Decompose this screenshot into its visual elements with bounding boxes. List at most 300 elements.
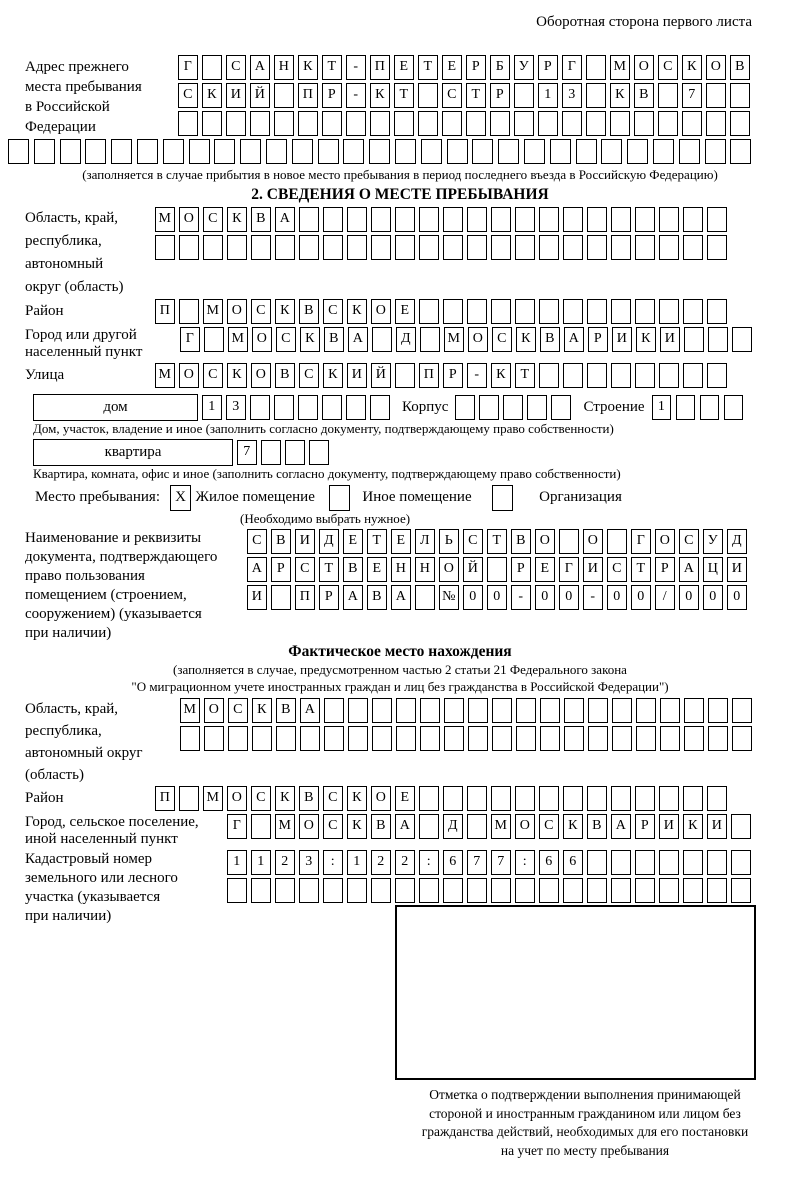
grid-cell[interactable]: [227, 878, 247, 903]
grid-cell[interactable]: [540, 698, 560, 723]
grid-cell[interactable]: [467, 814, 487, 839]
grid-cell[interactable]: [395, 139, 416, 164]
grid-cell[interactable]: М: [155, 363, 175, 388]
grid-cell[interactable]: [299, 235, 319, 260]
grid-cell[interactable]: К: [347, 786, 367, 811]
grid-cell[interactable]: [636, 698, 656, 723]
grid-cell[interactable]: П: [155, 299, 175, 324]
grid-cell[interactable]: [539, 878, 559, 903]
grid-cell[interactable]: [627, 139, 648, 164]
grid-cell[interactable]: С: [463, 529, 483, 554]
grid-cell[interactable]: К: [370, 83, 390, 108]
grid-cell[interactable]: Б: [490, 55, 510, 80]
grid-cell[interactable]: С: [299, 363, 319, 388]
grid-cell[interactable]: [611, 786, 631, 811]
grid-cell[interactable]: [466, 111, 486, 136]
grid-cell[interactable]: [443, 786, 463, 811]
grid-cell[interactable]: [539, 207, 559, 232]
grid-cell[interactable]: [274, 111, 294, 136]
grid-cell[interactable]: [659, 878, 679, 903]
grid-cell[interactable]: [514, 83, 534, 108]
grid-cell[interactable]: С: [251, 299, 271, 324]
grid-cell[interactable]: [683, 850, 703, 875]
grid-cell[interactable]: [442, 111, 462, 136]
grid-cell[interactable]: А: [564, 327, 584, 352]
organization-checkbox[interactable]: [492, 485, 513, 511]
grid-cell[interactable]: [347, 207, 367, 232]
grid-cell[interactable]: [346, 395, 366, 420]
grid-cell[interactable]: К: [300, 327, 320, 352]
grid-cell[interactable]: И: [727, 557, 747, 582]
grid-cell[interactable]: Л: [415, 529, 435, 554]
grid-cell[interactable]: 2: [371, 850, 391, 875]
grid-cell[interactable]: [562, 111, 582, 136]
grid-cell[interactable]: [274, 83, 294, 108]
grid-cell[interactable]: 0: [487, 585, 507, 610]
grid-cell[interactable]: 3: [562, 83, 582, 108]
grid-cell[interactable]: Р: [322, 83, 342, 108]
grid-cell[interactable]: [586, 111, 606, 136]
grid-cell[interactable]: [707, 235, 727, 260]
grid-cell[interactable]: С: [492, 327, 512, 352]
grid-cell[interactable]: К: [347, 814, 367, 839]
grid-cell[interactable]: [179, 235, 199, 260]
grid-cell[interactable]: [515, 207, 535, 232]
grid-cell[interactable]: [659, 363, 679, 388]
grid-cell[interactable]: К: [491, 363, 511, 388]
grid-cell[interactable]: 0: [463, 585, 483, 610]
grid-cell[interactable]: [419, 207, 439, 232]
grid-cell[interactable]: Т: [631, 557, 651, 582]
grid-cell[interactable]: [346, 111, 366, 136]
grid-cell[interactable]: [612, 726, 632, 751]
grid-cell[interactable]: О: [251, 363, 271, 388]
grid-cell[interactable]: М: [228, 327, 248, 352]
grid-cell[interactable]: [514, 111, 534, 136]
grid-cell[interactable]: [261, 440, 281, 465]
grid-cell[interactable]: [540, 726, 560, 751]
grid-cell[interactable]: Г: [631, 529, 651, 554]
grid-cell[interactable]: Е: [395, 299, 415, 324]
grid-cell[interactable]: [563, 878, 583, 903]
grid-cell[interactable]: О: [299, 814, 319, 839]
grid-cell[interactable]: О: [468, 327, 488, 352]
grid-cell[interactable]: [372, 698, 392, 723]
grid-cell[interactable]: [419, 878, 439, 903]
grid-cell[interactable]: О: [371, 299, 391, 324]
grid-cell[interactable]: [420, 726, 440, 751]
grid-cell[interactable]: Н: [391, 557, 411, 582]
grid-cell[interactable]: Д: [443, 814, 463, 839]
grid-cell[interactable]: [732, 726, 752, 751]
grid-cell[interactable]: [395, 235, 415, 260]
grid-cell[interactable]: [539, 786, 559, 811]
grid-cell[interactable]: О: [204, 698, 224, 723]
grid-cell[interactable]: [684, 327, 704, 352]
grid-cell[interactable]: В: [251, 207, 271, 232]
grid-cell[interactable]: [137, 139, 158, 164]
grid-cell[interactable]: [491, 207, 511, 232]
grid-cell[interactable]: [420, 698, 440, 723]
grid-cell[interactable]: [587, 786, 607, 811]
grid-cell[interactable]: [636, 726, 656, 751]
grid-cell[interactable]: А: [250, 55, 270, 80]
grid-cell[interactable]: В: [276, 698, 296, 723]
grid-cell[interactable]: [203, 235, 223, 260]
grid-cell[interactable]: [394, 111, 414, 136]
grid-cell[interactable]: -: [583, 585, 603, 610]
grid-cell[interactable]: [299, 207, 319, 232]
grid-cell[interactable]: [371, 235, 391, 260]
grid-cell[interactable]: [370, 111, 390, 136]
grid-cell[interactable]: [324, 726, 344, 751]
grid-cell[interactable]: О: [515, 814, 535, 839]
grid-cell[interactable]: 3: [299, 850, 319, 875]
grid-cell[interactable]: [515, 235, 535, 260]
grid-cell[interactable]: О: [227, 299, 247, 324]
grid-cell[interactable]: [467, 878, 487, 903]
grid-cell[interactable]: [178, 111, 198, 136]
grid-cell[interactable]: [298, 395, 318, 420]
grid-cell[interactable]: С: [251, 786, 271, 811]
grid-cell[interactable]: [300, 726, 320, 751]
grid-cell[interactable]: 2: [275, 850, 295, 875]
grid-cell[interactable]: [447, 139, 468, 164]
grid-cell[interactable]: [479, 395, 499, 420]
grid-cell[interactable]: В: [271, 529, 291, 554]
grid-cell[interactable]: [659, 207, 679, 232]
grid-cell[interactable]: [731, 878, 751, 903]
grid-cell[interactable]: Е: [442, 55, 462, 80]
grid-cell[interactable]: [707, 786, 727, 811]
grid-cell[interactable]: К: [275, 786, 295, 811]
grid-cell[interactable]: [683, 235, 703, 260]
grid-cell[interactable]: [588, 726, 608, 751]
grid-cell[interactable]: [370, 395, 390, 420]
grid-cell[interactable]: [524, 139, 545, 164]
grid-cell[interactable]: 0: [607, 585, 627, 610]
grid-cell[interactable]: [607, 529, 627, 554]
grid-cell[interactable]: [550, 139, 571, 164]
grid-cell[interactable]: [731, 814, 751, 839]
grid-cell[interactable]: [635, 299, 655, 324]
grid-cell[interactable]: [372, 327, 392, 352]
grid-cell[interactable]: [371, 207, 391, 232]
grid-cell[interactable]: П: [298, 83, 318, 108]
grid-cell[interactable]: С: [276, 327, 296, 352]
grid-cell[interactable]: С: [539, 814, 559, 839]
grid-cell[interactable]: Ц: [703, 557, 723, 582]
grid-cell[interactable]: [444, 726, 464, 751]
grid-cell[interactable]: 7: [682, 83, 702, 108]
grid-cell[interactable]: С: [442, 83, 462, 108]
grid-cell[interactable]: Р: [443, 363, 463, 388]
grid-cell[interactable]: Е: [343, 529, 363, 554]
grid-cell[interactable]: [419, 786, 439, 811]
grid-cell[interactable]: Р: [511, 557, 531, 582]
grid-cell[interactable]: Г: [178, 55, 198, 80]
grid-cell[interactable]: [467, 207, 487, 232]
grid-cell[interactable]: Т: [487, 529, 507, 554]
grid-cell[interactable]: Т: [466, 83, 486, 108]
grid-cell[interactable]: В: [634, 83, 654, 108]
grid-cell[interactable]: С: [295, 557, 315, 582]
grid-cell[interactable]: П: [370, 55, 390, 80]
grid-cell[interactable]: [527, 395, 547, 420]
grid-cell[interactable]: К: [323, 363, 343, 388]
grid-cell[interactable]: [683, 363, 703, 388]
grid-cell[interactable]: С: [226, 55, 246, 80]
grid-cell[interactable]: И: [295, 529, 315, 554]
grid-cell[interactable]: М: [275, 814, 295, 839]
grid-cell[interactable]: П: [155, 786, 175, 811]
grid-cell[interactable]: О: [634, 55, 654, 80]
grid-cell[interactable]: [682, 111, 702, 136]
grid-cell[interactable]: [659, 235, 679, 260]
grid-cell[interactable]: К: [298, 55, 318, 80]
grid-cell[interactable]: [563, 299, 583, 324]
grid-cell[interactable]: [611, 207, 631, 232]
grid-cell[interactable]: [250, 111, 270, 136]
grid-cell[interactable]: О: [583, 529, 603, 554]
grid-cell[interactable]: -: [467, 363, 487, 388]
grid-cell[interactable]: [730, 139, 751, 164]
grid-cell[interactable]: П: [419, 363, 439, 388]
grid-cell[interactable]: [371, 878, 391, 903]
grid-cell[interactable]: О: [179, 363, 199, 388]
grid-cell[interactable]: [611, 363, 631, 388]
grid-cell[interactable]: [683, 786, 703, 811]
grid-cell[interactable]: [587, 878, 607, 903]
grid-cell[interactable]: [730, 111, 750, 136]
grid-cell[interactable]: 1: [538, 83, 558, 108]
grid-cell[interactable]: -: [346, 55, 366, 80]
grid-cell[interactable]: [515, 878, 535, 903]
grid-cell[interactable]: [275, 878, 295, 903]
grid-cell[interactable]: [601, 139, 622, 164]
residential-checkbox[interactable]: X: [170, 485, 191, 511]
grid-cell[interactable]: У: [703, 529, 723, 554]
grid-cell[interactable]: [503, 395, 523, 420]
grid-cell[interactable]: С: [203, 363, 223, 388]
grid-cell[interactable]: Е: [391, 529, 411, 554]
grid-cell[interactable]: И: [583, 557, 603, 582]
grid-cell[interactable]: [658, 83, 678, 108]
grid-cell[interactable]: [396, 726, 416, 751]
grid-cell[interactable]: Д: [396, 327, 416, 352]
grid-cell[interactable]: [418, 111, 438, 136]
grid-cell[interactable]: А: [343, 585, 363, 610]
grid-cell[interactable]: [659, 786, 679, 811]
grid-cell[interactable]: [395, 363, 415, 388]
grid-cell[interactable]: К: [275, 299, 295, 324]
grid-cell[interactable]: [516, 698, 536, 723]
grid-cell[interactable]: [467, 786, 487, 811]
grid-cell[interactable]: В: [324, 327, 344, 352]
grid-cell[interactable]: 6: [563, 850, 583, 875]
grid-cell[interactable]: [240, 139, 261, 164]
grid-cell[interactable]: [299, 878, 319, 903]
grid-cell[interactable]: 0: [631, 585, 651, 610]
grid-cell[interactable]: [323, 878, 343, 903]
grid-cell[interactable]: А: [679, 557, 699, 582]
grid-cell[interactable]: 2: [395, 850, 415, 875]
grid-cell[interactable]: [587, 363, 607, 388]
grid-cell[interactable]: [676, 395, 696, 420]
grid-cell[interactable]: [163, 139, 184, 164]
grid-cell[interactable]: 0: [727, 585, 747, 610]
grid-cell[interactable]: [516, 726, 536, 751]
grid-cell[interactable]: [309, 440, 329, 465]
grid-cell[interactable]: [443, 207, 463, 232]
grid-cell[interactable]: :: [515, 850, 535, 875]
grid-cell[interactable]: [396, 698, 416, 723]
grid-cell[interactable]: [323, 207, 343, 232]
grid-cell[interactable]: [372, 726, 392, 751]
grid-cell[interactable]: /: [655, 585, 675, 610]
grid-cell[interactable]: [418, 83, 438, 108]
grid-cell[interactable]: А: [275, 207, 295, 232]
grid-cell[interactable]: [660, 726, 680, 751]
grid-cell[interactable]: [419, 814, 439, 839]
grid-cell[interactable]: [610, 111, 630, 136]
grid-cell[interactable]: [564, 726, 584, 751]
grid-cell[interactable]: К: [516, 327, 536, 352]
grid-cell[interactable]: [343, 139, 364, 164]
grid-cell[interactable]: С: [178, 83, 198, 108]
grid-cell[interactable]: Т: [367, 529, 387, 554]
grid-cell[interactable]: В: [511, 529, 531, 554]
grid-cell[interactable]: [576, 139, 597, 164]
grid-cell[interactable]: :: [323, 850, 343, 875]
grid-cell[interactable]: [228, 726, 248, 751]
grid-cell[interactable]: [611, 878, 631, 903]
grid-cell[interactable]: [515, 299, 535, 324]
grid-cell[interactable]: [60, 139, 81, 164]
grid-cell[interactable]: [635, 235, 655, 260]
grid-cell[interactable]: [298, 111, 318, 136]
grid-cell[interactable]: В: [367, 585, 387, 610]
grid-cell[interactable]: 1: [347, 850, 367, 875]
grid-cell[interactable]: [492, 698, 512, 723]
grid-cell[interactable]: 6: [539, 850, 559, 875]
grid-cell[interactable]: [491, 299, 511, 324]
grid-cell[interactable]: [472, 139, 493, 164]
grid-cell[interactable]: К: [682, 55, 702, 80]
grid-cell[interactable]: [515, 786, 535, 811]
grid-cell[interactable]: 1: [202, 395, 222, 420]
grid-cell[interactable]: О: [439, 557, 459, 582]
grid-cell[interactable]: Р: [466, 55, 486, 80]
grid-cell[interactable]: [443, 235, 463, 260]
grid-cell[interactable]: М: [203, 299, 223, 324]
grid-cell[interactable]: [683, 299, 703, 324]
grid-cell[interactable]: Т: [394, 83, 414, 108]
grid-cell[interactable]: [85, 139, 106, 164]
grid-cell[interactable]: [8, 139, 29, 164]
grid-cell[interactable]: [444, 698, 464, 723]
grid-cell[interactable]: [611, 850, 631, 875]
grid-cell[interactable]: Е: [367, 557, 387, 582]
grid-cell[interactable]: [539, 363, 559, 388]
grid-cell[interactable]: [318, 139, 339, 164]
grid-cell[interactable]: Р: [538, 55, 558, 80]
grid-cell[interactable]: К: [252, 698, 272, 723]
grid-cell[interactable]: [706, 111, 726, 136]
grid-cell[interactable]: [155, 235, 175, 260]
grid-cell[interactable]: [588, 698, 608, 723]
grid-cell[interactable]: [323, 235, 343, 260]
grid-cell[interactable]: [708, 327, 728, 352]
grid-cell[interactable]: [226, 111, 246, 136]
grid-cell[interactable]: [467, 299, 487, 324]
grid-cell[interactable]: [707, 878, 727, 903]
grid-cell[interactable]: №: [439, 585, 459, 610]
grid-cell[interactable]: С: [658, 55, 678, 80]
grid-cell[interactable]: [732, 698, 752, 723]
grid-cell[interactable]: Т: [319, 557, 339, 582]
grid-cell[interactable]: С: [323, 786, 343, 811]
grid-cell[interactable]: [34, 139, 55, 164]
grid-cell[interactable]: [419, 235, 439, 260]
grid-cell[interactable]: [189, 139, 210, 164]
grid-cell[interactable]: 0: [559, 585, 579, 610]
grid-cell[interactable]: К: [683, 814, 703, 839]
grid-cell[interactable]: С: [228, 698, 248, 723]
grid-cell[interactable]: И: [247, 585, 267, 610]
grid-cell[interactable]: К: [202, 83, 222, 108]
grid-cell[interactable]: [563, 786, 583, 811]
grid-cell[interactable]: [586, 55, 606, 80]
grid-cell[interactable]: [111, 139, 132, 164]
grid-cell[interactable]: [395, 878, 415, 903]
grid-cell[interactable]: М: [444, 327, 464, 352]
grid-cell[interactable]: И: [347, 363, 367, 388]
grid-cell[interactable]: [587, 850, 607, 875]
grid-cell[interactable]: К: [347, 299, 367, 324]
grid-cell[interactable]: Г: [562, 55, 582, 80]
grid-cell[interactable]: [708, 726, 728, 751]
grid-cell[interactable]: В: [299, 299, 319, 324]
grid-cell[interactable]: Й: [463, 557, 483, 582]
grid-cell[interactable]: [179, 786, 199, 811]
grid-cell[interactable]: М: [610, 55, 630, 80]
grid-cell[interactable]: [707, 363, 727, 388]
grid-cell[interactable]: [455, 395, 475, 420]
grid-cell[interactable]: А: [247, 557, 267, 582]
grid-cell[interactable]: М: [203, 786, 223, 811]
grid-cell[interactable]: 1: [227, 850, 247, 875]
grid-cell[interactable]: [587, 235, 607, 260]
grid-cell[interactable]: [563, 235, 583, 260]
grid-cell[interactable]: [347, 878, 367, 903]
grid-cell[interactable]: [251, 235, 271, 260]
grid-cell[interactable]: П: [295, 585, 315, 610]
grid-cell[interactable]: [348, 726, 368, 751]
grid-cell[interactable]: 3: [226, 395, 246, 420]
grid-cell[interactable]: [724, 395, 744, 420]
grid-cell[interactable]: [322, 111, 342, 136]
grid-cell[interactable]: Д: [319, 529, 339, 554]
grid-cell[interactable]: Т: [322, 55, 342, 80]
grid-cell[interactable]: У: [514, 55, 534, 80]
grid-cell[interactable]: [251, 878, 271, 903]
grid-cell[interactable]: [634, 111, 654, 136]
grid-cell[interactable]: [415, 585, 435, 610]
grid-cell[interactable]: [285, 440, 305, 465]
grid-cell[interactable]: Г: [180, 327, 200, 352]
grid-cell[interactable]: В: [730, 55, 750, 80]
